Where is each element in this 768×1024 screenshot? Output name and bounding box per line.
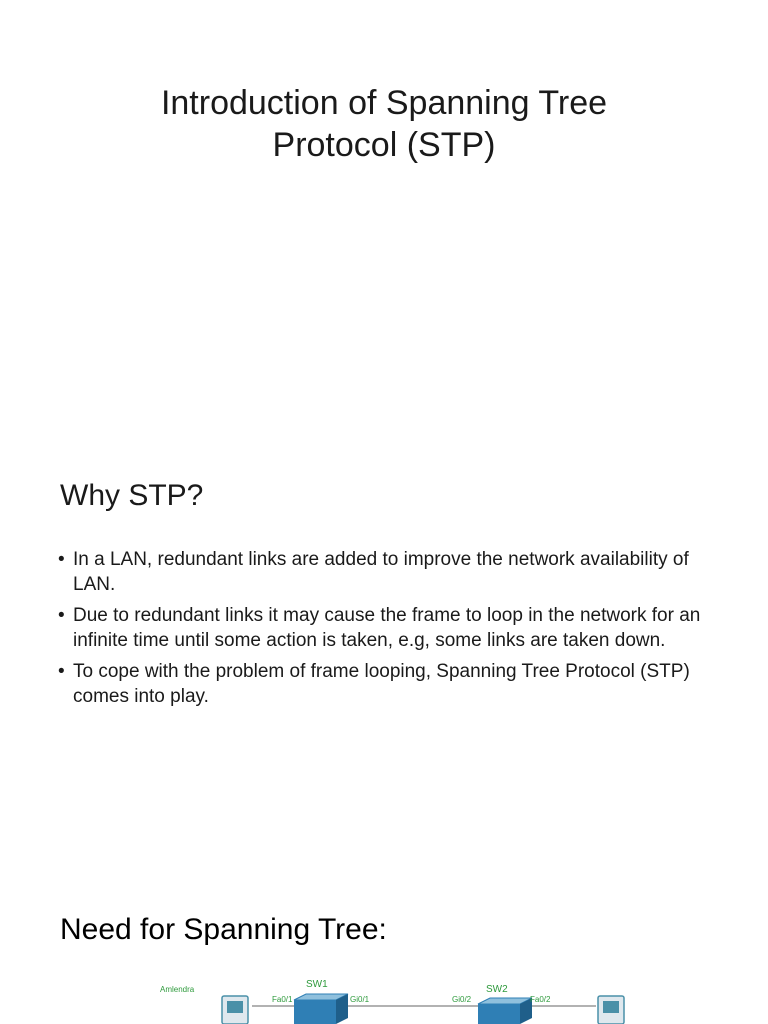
why-stp-bullet-list bbox=[58, 548, 718, 716]
slide-why-stp bbox=[0, 440, 768, 880]
host-left-icon bbox=[222, 996, 248, 1024]
sw1-port-right-label: Gi0/1 bbox=[350, 995, 370, 1004]
switch-sw2-icon bbox=[478, 998, 532, 1024]
why-stp-heading: Why STP? bbox=[60, 479, 204, 512]
sw2-port-right-label: Fa0/2 bbox=[530, 995, 551, 1004]
sw1-label: SW1 bbox=[306, 979, 328, 990]
host-left-label: Amlendra bbox=[160, 985, 195, 994]
sw2-label: SW2 bbox=[486, 984, 508, 995]
bullet-item bbox=[58, 548, 718, 597]
need-for-spanning-tree-heading: Need for Spanning Tree: bbox=[60, 913, 387, 946]
slide-title bbox=[0, 0, 768, 440]
sw2-port-left-label: Gi0/2 bbox=[452, 995, 472, 1004]
bullet-text: To cope with the problem of frame looping, Spanning Tree Protocol (STP) comes into play. bbox=[73, 661, 690, 707]
title-line-2: Protocol (STP) bbox=[272, 126, 496, 164]
slide-need-for-spanning-tree bbox=[0, 880, 768, 1024]
bullet-item bbox=[58, 604, 718, 653]
bullet-text: In a LAN, redundant links are added to improve the network availability of LAN. bbox=[73, 549, 689, 595]
bullet-icon: • bbox=[58, 605, 65, 626]
bullet-text: Due to redundant links it may cause the frame to loop in the network for an infinite time until some action is taken, e.g, some links are taken down. bbox=[73, 605, 701, 651]
host-right-icon bbox=[598, 996, 624, 1024]
sw1-port-left-label: Fa0/1 bbox=[272, 995, 293, 1004]
title-line-1: Introduction of Spanning Tree bbox=[160, 84, 608, 122]
switch-sw1-icon bbox=[294, 994, 348, 1024]
slide-title-heading bbox=[60, 82, 708, 166]
bullet-icon: • bbox=[58, 549, 65, 570]
network-diagram bbox=[0, 974, 768, 1024]
bullet-item bbox=[58, 660, 718, 709]
bullet-icon: • bbox=[58, 661, 65, 682]
